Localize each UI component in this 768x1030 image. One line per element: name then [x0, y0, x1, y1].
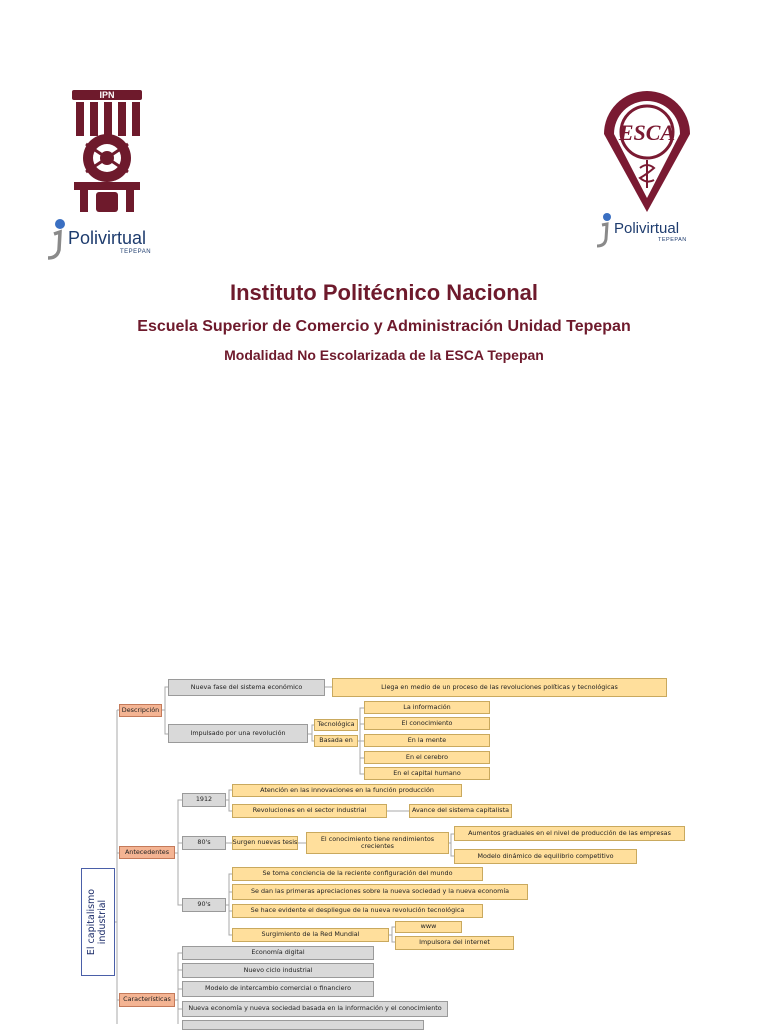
modality-subtitle: Modalidad No Escolarizada de la ESCA Tepepan [224, 347, 544, 363]
node-revolucion: Impulsado por una revolución [168, 724, 308, 743]
svg-text:ESCA: ESCA [618, 120, 676, 145]
node-base-item: En el capital humano [364, 767, 490, 780]
node-impulsora: Impulsora del internet [395, 936, 514, 950]
node-base-item: El conocimiento [364, 717, 490, 730]
node-year-80s: 80's [182, 836, 226, 850]
node-caracteristica-item: Nueva economía y nueva sociedad basada en la información y el conocimiento [182, 1001, 448, 1017]
polivirtual-brand-right: Polivirtual [614, 220, 680, 237]
polivirtual-sub-left: TEPEPAN [120, 249, 152, 255]
node-aumentos: Aumentos graduales en el nivel de producción de las empresas [454, 826, 685, 841]
node-fase: Nueva fase del sistema económico [168, 679, 325, 696]
node-revoluciones-industrial: Revoluciones en el sector industrial [232, 804, 387, 818]
node-base-item: En la mente [364, 734, 490, 747]
mindmap-root [81, 868, 115, 976]
polivirtual-brand-left: Polivirtual [68, 228, 147, 248]
node-caracteristica-item-partial [182, 1020, 424, 1030]
mindmap-root-label: El capitalismo industrial [86, 888, 108, 956]
node-year-90s: 90's [182, 898, 226, 912]
polivirtual-sub-right: TEPEPAN [658, 237, 687, 243]
node-modelo-dinamico: Modelo dinámico de equilibrio competitivo [454, 849, 637, 864]
node-base-item: En el cerebro [364, 751, 490, 764]
node-descripcion: Descripción [119, 704, 162, 717]
node-caracteristica-item: Economía digital [182, 946, 374, 960]
node-year-1912: 1912 [182, 793, 226, 807]
node-red-mundial: Surgimiento de la Red Mundial [232, 928, 389, 942]
node-fase-detalle: Llega en medio de un proceso de las revoluciones políticas y tecnológicas [332, 678, 667, 697]
node-caracteristica-item: Modelo de intercambio comercial o financiero [182, 981, 374, 997]
node-tesis: Surgen nuevas tesis [232, 836, 298, 850]
node-conciencia: Se toma conciencia de la reciente configuración del mundo [232, 867, 483, 881]
node-avance: Avance del sistema capitalista [409, 804, 512, 818]
page-title: Instituto Politécnico Nacional [229, 280, 539, 305]
node-despliegue: Se hace evidente el despliegue de la nueva revolución tecnológica [232, 904, 483, 918]
node-conocimiento-rendimientos: El conocimiento tiene rendimientos crecientes [306, 832, 449, 854]
node-antecedentes: Antecedentes [119, 846, 175, 859]
node-caracteristicas: Características [119, 993, 175, 1007]
node-tecnologica: Tecnológica [314, 719, 358, 731]
node-basada: Basada en [314, 735, 358, 747]
node-caracteristica-item: Nuevo ciclo industrial [182, 963, 374, 978]
svg-text:IPN: IPN [99, 90, 115, 100]
node-base-item: La información [364, 701, 490, 714]
school-subtitle: Escuela Superior de Comercio y Administración Unidad Tepepan [137, 318, 631, 335]
node-atencion: Atención en las innovaciones en la función producción [232, 784, 462, 797]
node-apreciaciones: Se dan las primeras apreciaciones sobre la nueva sociedad y la nueva economía [232, 884, 528, 900]
node-www: www [395, 921, 462, 933]
